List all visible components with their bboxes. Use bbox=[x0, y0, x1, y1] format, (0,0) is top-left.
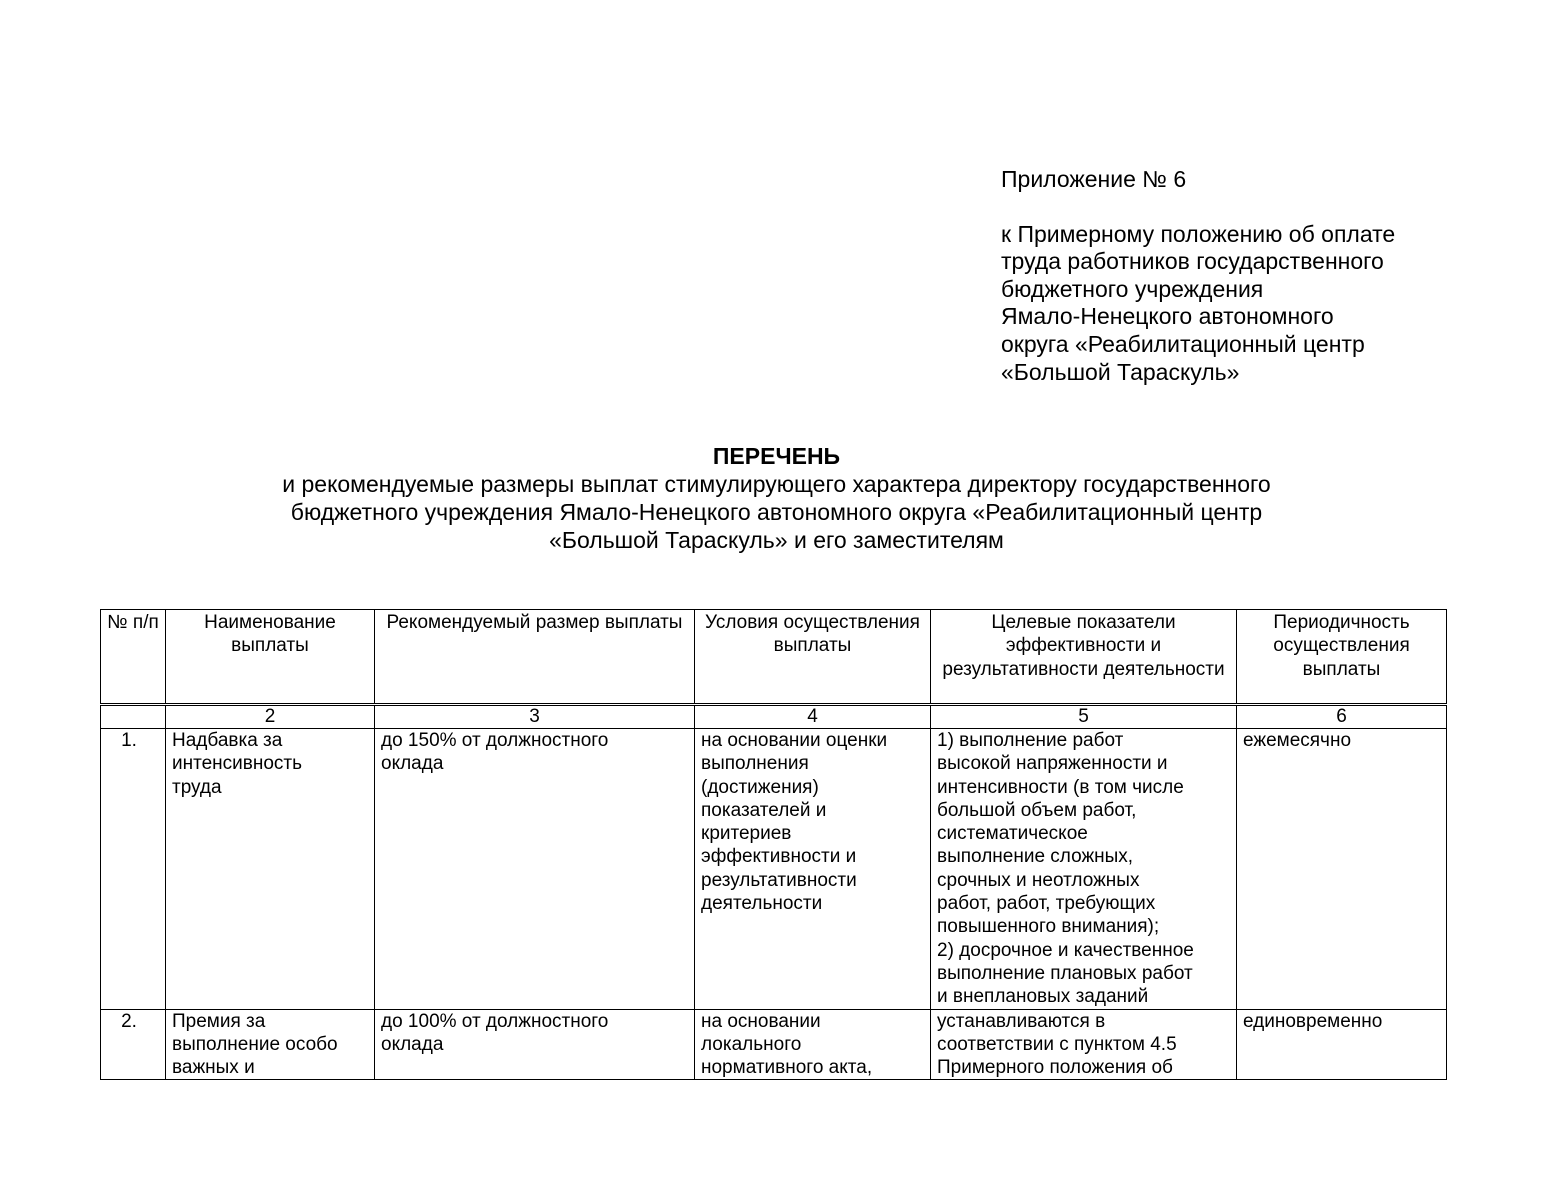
cell-text: соответствии с пунктом 4.5 bbox=[937, 1033, 1177, 1055]
table-row bbox=[101, 729, 1447, 1010]
appendix-number: Приложение № 6 bbox=[1001, 166, 1187, 192]
payment-conditions-cell bbox=[695, 1009, 931, 1080]
header-text: № bbox=[107, 612, 128, 633]
header-text: осуществления bbox=[783, 612, 920, 633]
cell-text: Надбавка за bbox=[172, 730, 283, 751]
cell-text: оклада bbox=[381, 1033, 444, 1055]
appendix-line: бюджетного учреждения bbox=[1001, 275, 1264, 302]
cell-text: нормативного акта, bbox=[701, 1057, 873, 1079]
appendix-line: округа «Реабилитационный центр bbox=[1001, 330, 1365, 357]
cell-text: 2) досрочное и качественное bbox=[937, 939, 1194, 961]
cell-text: критериев bbox=[701, 823, 792, 845]
document-subtitle-line: и рекомендуемые размеры выплат стимулирующего характера директору государственного bbox=[282, 471, 1271, 497]
document-subtitle-line: «Большой Тараскуль» и его заместителям bbox=[549, 527, 1004, 553]
column-number-cell: 2 bbox=[166, 706, 375, 729]
cell-text: 1) выполнение работ bbox=[937, 730, 1124, 751]
header-text: Рекомендуемый размер bbox=[386, 612, 600, 633]
cell-text: до 150% от должностного bbox=[381, 730, 609, 751]
header-text: п/п bbox=[132, 612, 159, 633]
column-number-cell: 6 bbox=[1237, 706, 1447, 729]
appendix-line: к Примерному положению об оплате bbox=[1001, 220, 1396, 247]
payments-table bbox=[100, 609, 1447, 1080]
header-text: выплаты bbox=[231, 635, 309, 657]
cell-text: повышенного внимания); bbox=[937, 916, 1160, 938]
header-text: деятельности bbox=[1103, 658, 1225, 680]
header-text: выплаты bbox=[1302, 658, 1381, 680]
cell-text: выполнение плановых работ bbox=[937, 962, 1193, 984]
payment-name-cell bbox=[166, 729, 375, 1010]
table-header-row bbox=[101, 610, 1447, 704]
cell-text: работ, работ, требующих bbox=[937, 893, 1156, 915]
header-cell-conditions bbox=[695, 610, 931, 704]
column-number-cell: 3 bbox=[375, 706, 695, 729]
document-title: ПЕРЕЧЕНЬ bbox=[712, 443, 841, 469]
cell-text: оклада bbox=[381, 753, 444, 775]
cell-text: интенсивность bbox=[172, 753, 303, 775]
column-number-row bbox=[101, 706, 1447, 729]
table-row bbox=[101, 1009, 1447, 1080]
column-number-cell: 4 bbox=[695, 706, 931, 729]
header-text: осуществления bbox=[1273, 635, 1410, 657]
cell-text: труда bbox=[172, 776, 222, 798]
header-cell-size bbox=[375, 610, 695, 704]
header-text: Периодичность bbox=[1273, 612, 1410, 633]
appendix-line: Ямало-Ненецкого автономного bbox=[1001, 303, 1334, 330]
cell-text: важных и bbox=[172, 1057, 255, 1079]
cell-text: показателей и bbox=[701, 799, 827, 821]
cell-text: устанавливаются в bbox=[937, 1010, 1106, 1032]
cell-text: (достижения) bbox=[701, 776, 819, 798]
header-cell-period bbox=[1237, 610, 1447, 704]
cell-text: Премия за bbox=[172, 1010, 266, 1032]
column-number-cell bbox=[101, 706, 166, 729]
payment-targets-cell bbox=[931, 729, 1237, 1010]
header-text: выплаты bbox=[604, 612, 683, 633]
header-text: эффективности и bbox=[1005, 635, 1162, 657]
cell-text: до 100% от должностного bbox=[381, 1010, 609, 1032]
header-cell-name bbox=[166, 610, 375, 704]
cell-text: результативности bbox=[701, 869, 857, 891]
header-text: результативности bbox=[942, 658, 1099, 680]
header-cell-targets bbox=[931, 610, 1237, 704]
cell-text: и внеплановых заданий bbox=[937, 986, 1149, 1008]
cell-text: выполнение сложных, bbox=[937, 846, 1134, 868]
cell-text: срочных и неотложных bbox=[937, 869, 1140, 891]
cell-text: систематическое bbox=[937, 823, 1088, 845]
document-subtitle-line: бюджетного учреждения Ямало-Ненецкого автономного округа «Реабилитационный центр bbox=[290, 499, 1263, 525]
cell-text: деятельности bbox=[701, 893, 823, 915]
appendix-line: «Большой Тараскуль» bbox=[1001, 358, 1240, 385]
cell-text: на основании оценки bbox=[701, 730, 888, 751]
appendix-line: труда работников государственного bbox=[1001, 248, 1384, 275]
cell-text: на основании bbox=[701, 1010, 821, 1032]
cell-text: единовременно bbox=[1243, 1010, 1383, 1032]
header-cell-number bbox=[101, 610, 166, 704]
header-text: Условия bbox=[705, 612, 779, 633]
header-text: Наименование bbox=[204, 612, 336, 633]
column-number-cell: 5 bbox=[931, 706, 1237, 729]
payment-size-cell bbox=[375, 1009, 695, 1080]
header-text: выплаты bbox=[773, 635, 852, 657]
header-text: Целевые показатели bbox=[991, 612, 1176, 633]
payment-size-cell bbox=[375, 729, 695, 1010]
cell-text: ежемесячно bbox=[1243, 730, 1352, 751]
payment-conditions-cell bbox=[695, 729, 931, 1010]
row-number: 2. bbox=[101, 1009, 166, 1080]
appendix-block bbox=[1001, 166, 1471, 386]
cell-text: выполнение особо bbox=[172, 1033, 338, 1055]
cell-text: локального bbox=[701, 1033, 802, 1055]
document-heading bbox=[0, 442, 1553, 554]
payment-name-cell bbox=[166, 1009, 375, 1080]
cell-text: интенсивности (в том числе bbox=[937, 776, 1184, 798]
row-number: 1. bbox=[101, 729, 166, 1010]
payment-period-cell bbox=[1237, 1009, 1447, 1080]
payment-targets-cell bbox=[931, 1009, 1237, 1080]
cell-text: высокой напряженности и bbox=[937, 753, 1168, 775]
cell-text: выполнения bbox=[701, 753, 809, 775]
cell-text: Примерного положения об bbox=[937, 1057, 1173, 1079]
payment-period-cell bbox=[1237, 729, 1447, 1010]
cell-text: большой объем работ, bbox=[937, 799, 1137, 821]
cell-text: эффективности и bbox=[701, 846, 857, 868]
